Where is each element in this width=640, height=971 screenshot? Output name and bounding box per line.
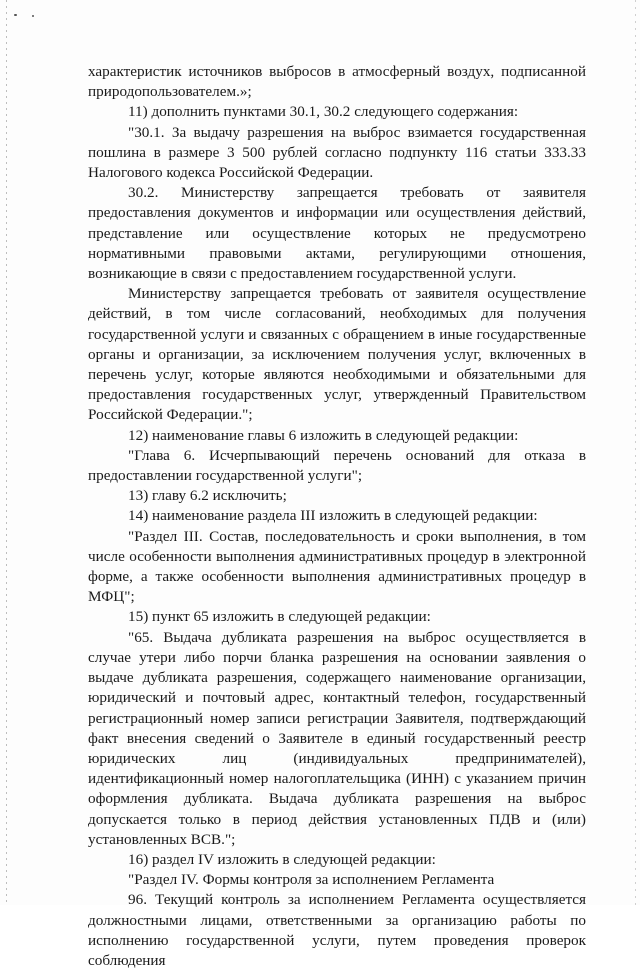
paragraph: "30.1. За выдачу разрешения на выброс взимается государственная пошлина в размере 3 500 рублей согласно подпункту 116 статьи 333.33 Налогового кодекса Российской Федерации. — [88, 123, 586, 182]
paragraph: "Раздел IV. Формы контроля за исполнением Регламента — [128, 871, 495, 889]
scan-edge-right — [635, 0, 636, 905]
paragraph: Министерству запрещается требовать от заявителя осуществление действий, в том числе согласований, необходимых для получения государственной услуги и связанных с обращением в иные государственные органы и организации, за исключением получения услуг, включенных в перечень услуг, которые являются необходимыми и обязательными для предоставления государственных услуг, утвержденный Правительством Российской Федерации."; — [88, 285, 586, 424]
paragraph: 12) наименование главы 6 изложить в следующей редакции: — [128, 426, 519, 444]
paragraph: "65. Выдача дубликата разрешения на выброс осуществляется в случае утери либо порчи бланка разрешения на основании заявления о выдаче дубликата разрешения, содержащего наименование организации, юридический и почтовый адрес, контактный телефон, государственный регистрационный номер записи регистрации Заявителя, подтверждающий факт внесения сведений о Заявителе в единый государственный реестр юридических лиц (индивидуальных предпринимателей), идентификационный номер налогоплательщика (ИНН) с указанием причин оформления дубликата. Выдача дубликата разрешения на выброс допускается только в период действия установленных ПДВ и (или) установленных ВСВ."; — [88, 628, 586, 848]
paragraph: 96. Текущий контроль за исполнением Регламента осуществляется должностными лицами, ответственными за организацию работы по исполнению государственной услуги, путем проведения проверок соблюдения — [88, 891, 586, 969]
document-body — [88, 62, 586, 971]
paragraph: 11) дополнить пунктами 30.1, 30.2 следующего содержания: — [128, 103, 519, 121]
paragraph: "Глава 6. Исчерпывающий перечень оснований для отказа в предоставлении государственной услуги"; — [88, 446, 586, 485]
paragraph: характеристик источников выбросов в атмосферный воздух, подписанной природопользователем.»; — [88, 63, 586, 101]
paragraph: "Раздел III. Состав, последовательность и сроки выполнения, в том числе особенности выполнения административных процедур в электронной форме, а также особенности выполнения административных процедур в МФЦ"; — [88, 527, 586, 606]
paragraph: 16) раздел IV изложить в следующей редакции: — [128, 850, 436, 868]
paragraph: 14) наименование раздела III изложить в следующей редакции: — [128, 507, 538, 525]
scan-speck — [14, 14, 17, 16]
scan-speck — [32, 15, 34, 17]
paragraph: 30.2. Министерству запрещается требовать от заявителя предоставления документов и информации или осуществления действий, представление или осуществление которых не предусмотрено нормативными правовыми актами, регулирующими отношения, возникающие в связи с предоставлением государственной услуги. — [88, 184, 586, 283]
paragraph: 13) главу 6.2 исключить; — [128, 487, 287, 505]
paragraph: 15) пункт 65 изложить в следующей редакции: — [128, 608, 431, 626]
scan-edge-left — [6, 0, 7, 905]
